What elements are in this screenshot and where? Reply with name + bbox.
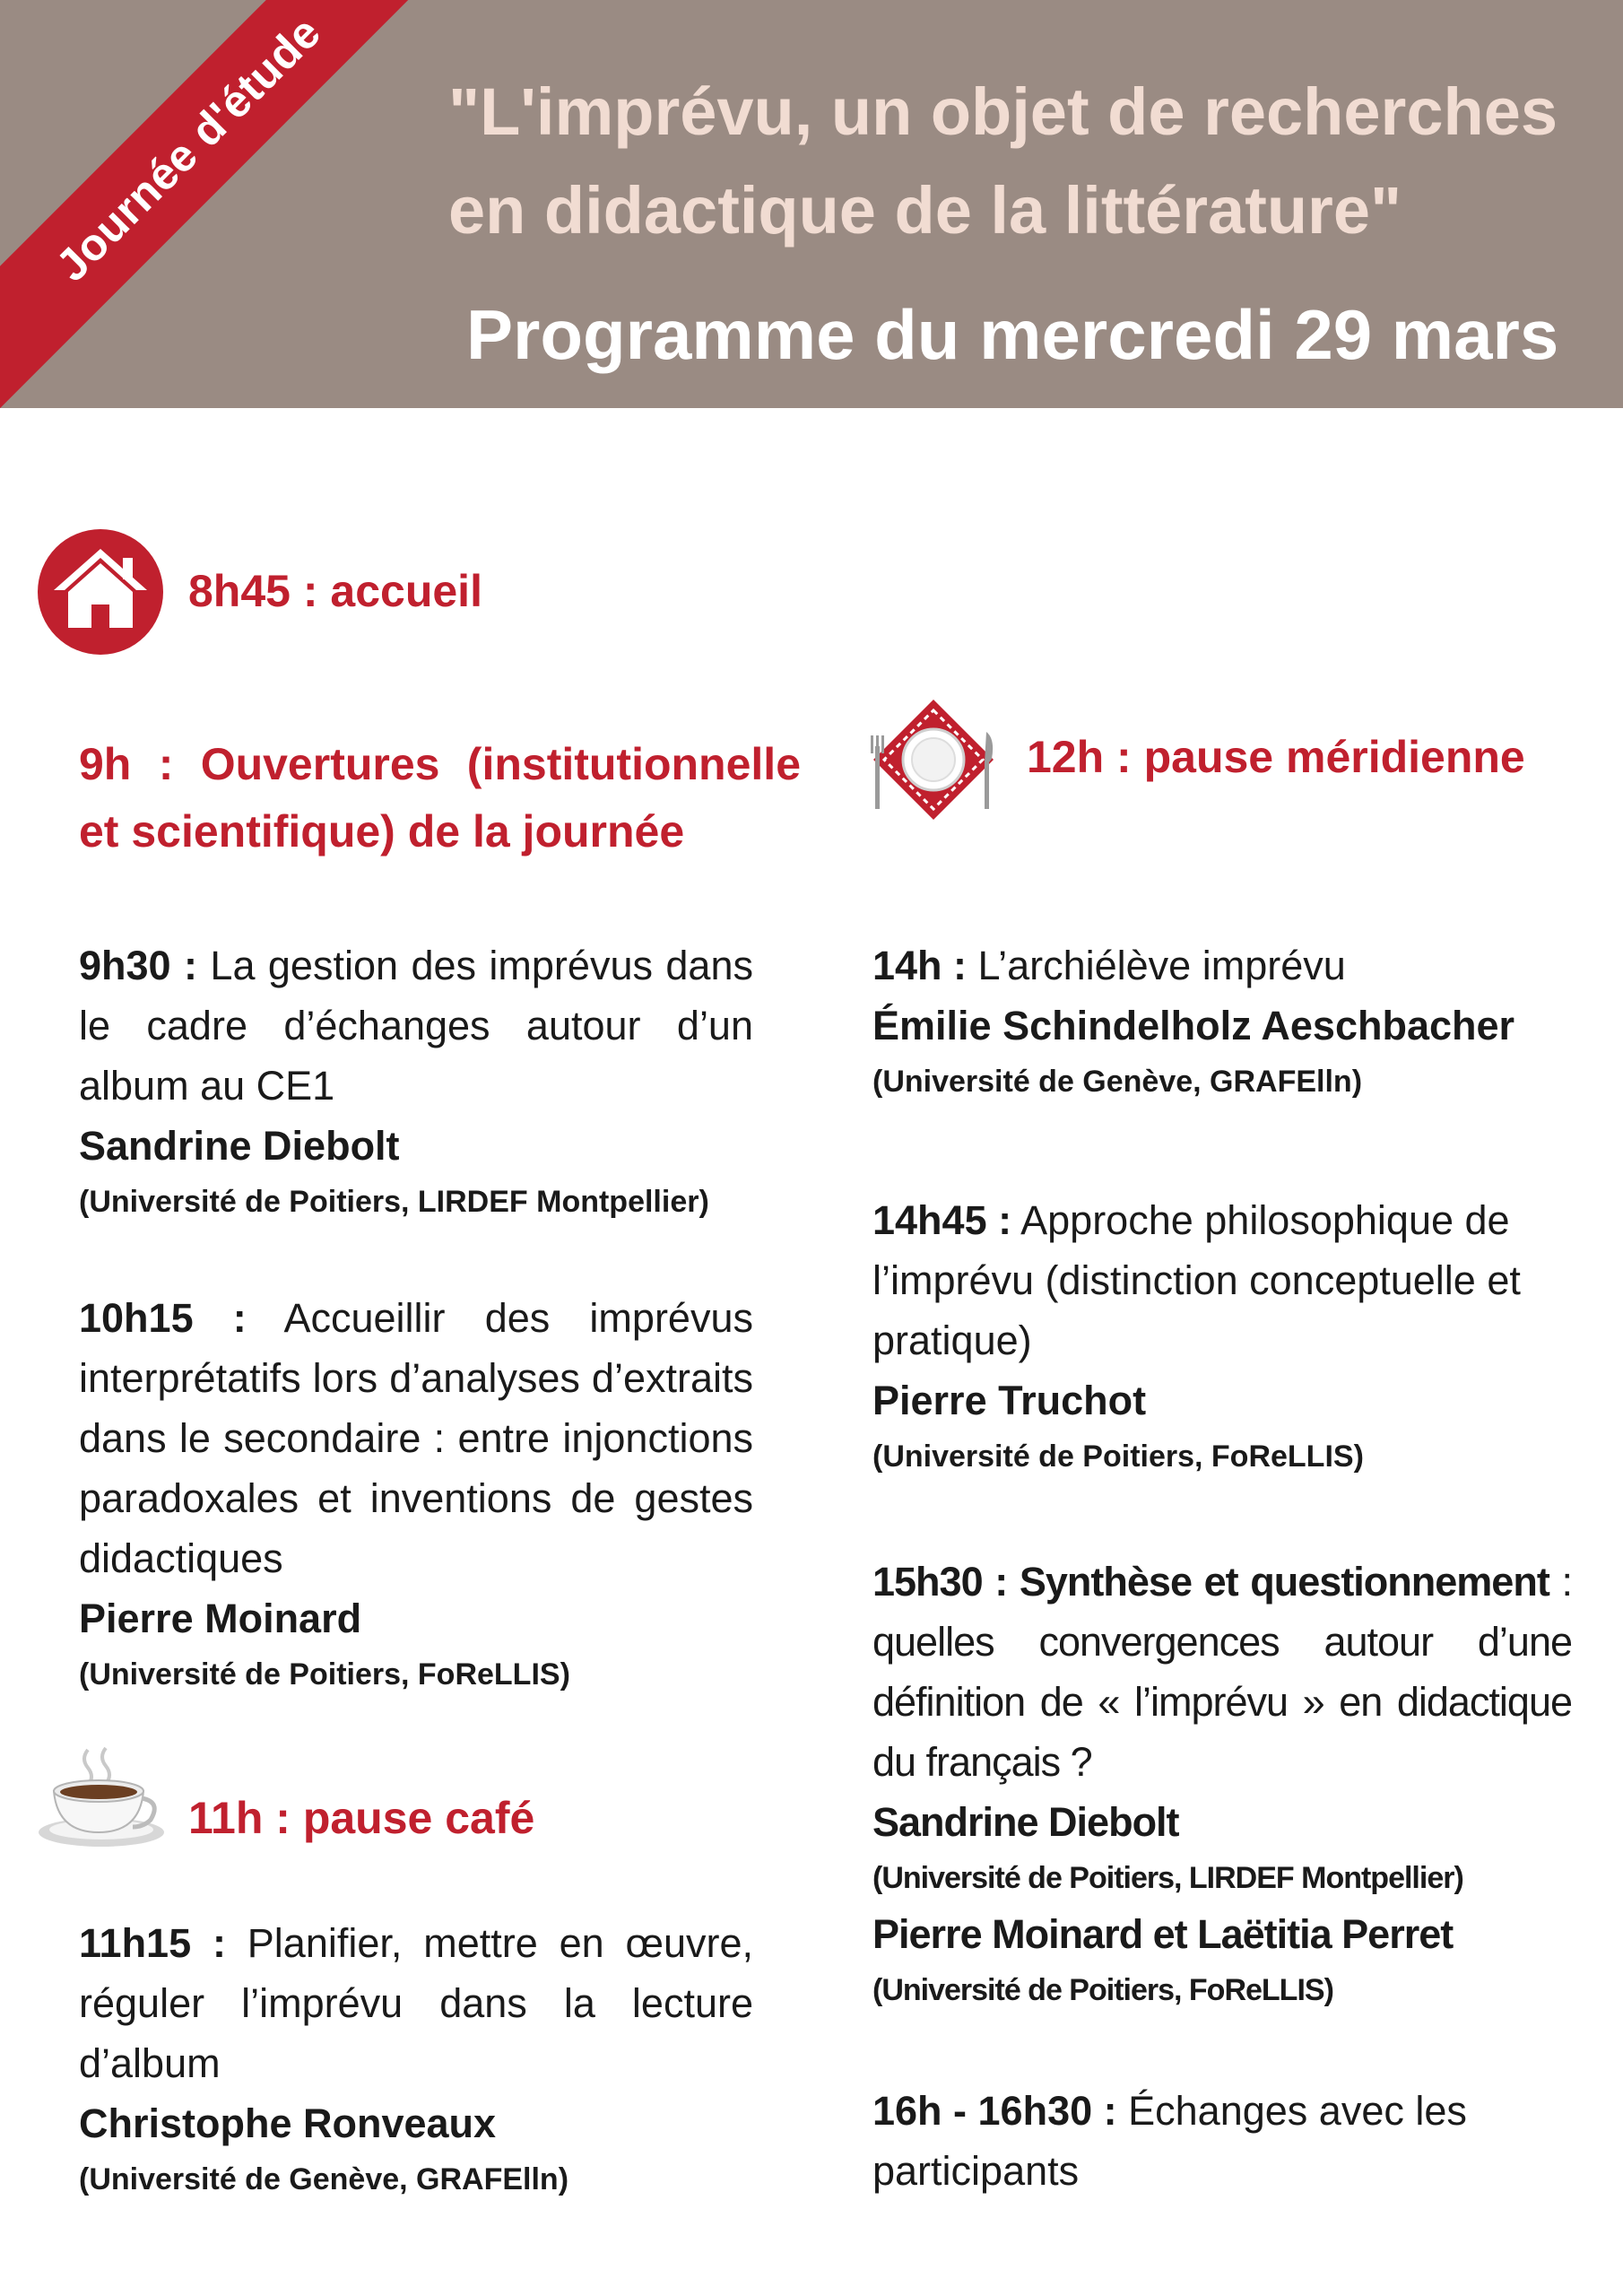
coffee-cup-icon [34,1744,169,1852]
session-title: : quelles convergences autour d’une définition de « l’imprévu » en didactique du français ? [872,1559,1572,1785]
session-time: 11h15 : [79,1920,226,1966]
session-time: 14h : [872,943,968,988]
session-14h [872,935,1572,1108]
session-14h45 [872,1190,1572,1483]
lunch-break-heading: 12h : pause méridienne [1027,732,1525,782]
session-title: Approche philosophique de l’imprévu (distinction conceptuelle et pratique) [872,1197,1521,1363]
title-line-2: en didactique de la littérature" [448,173,1402,248]
speaker-name: Sandrine Diebolt [79,1123,400,1169]
speaker-name: Pierre Moinard [79,1596,362,1641]
session-15h30-desc [872,1552,1572,1792]
speaker-name: Christophe Ronveaux [79,2100,497,2146]
header-banner [0,0,1623,408]
house-icon [38,529,163,655]
speaker-affiliation: (Université de Genève, GRAFElln) [79,2162,569,2196]
session-10h15 [79,1288,753,1700]
journee-ribbon [0,0,464,408]
session-14h45-desc [872,1190,1572,1370]
opening-heading [79,731,801,865]
speaker-affiliation: (Université de Genève, GRAFElln) [872,1065,1363,1099]
accueil-heading: 8h45 : accueil [188,566,482,616]
program-subtitle: Programme du mercredi 29 mars [466,295,1559,374]
speaker-name: Pierre Truchot [872,1378,1147,1423]
session-time: 15h30 : Synthèse et questionnement [872,1559,1549,1605]
session-title: Planifier, mettre en œuvre, réguler l’imprévu dans la lecture d’album [79,1920,753,2086]
speaker-affiliation: (Université de Poitiers, FoReLLIS) [872,1973,1333,2007]
ribbon-label: Journée d'étude [46,6,331,291]
session-title: L’archiélève imprévu [977,943,1346,988]
session-11h15 [79,1913,753,2205]
plate-cutlery-icon [866,692,1001,827]
session-9h30 [79,935,753,1228]
session-14h-desc [872,935,1572,996]
speaker-affiliation: (Université de Poitiers, LIRDEF Montpellier) [79,1185,709,1219]
session-11h15-desc [79,1913,753,2093]
session-16h [872,2081,1518,2201]
speaker-name: Sandrine Diebolt [872,1799,1179,1845]
session-time: 16h - 16h30 : [872,2088,1117,2134]
opening-line-2: et scientifique) de la journée [79,806,685,857]
session-time: 14h45 : [872,1197,1012,1243]
speaker-name: Pierre Moinard et Laëtitia Perret [872,1911,1454,1957]
session-title: Échanges avec les participants [872,2088,1467,2194]
event-title [448,63,1605,260]
session-time: 9h30 : [79,943,197,988]
session-15h30 [872,1552,1572,2016]
session-time: 10h15 : [79,1295,247,1341]
session-16h-desc [872,2081,1518,2201]
session-title: La gestion des imprévus dans le cadre d’échanges autour d’un album au CE1 [79,943,753,1109]
speaker-affiliation: (Université de Poitiers, LIRDEF Montpellier) [872,1861,1463,1895]
speaker-name: Émilie Schindelholz Aeschbacher [872,1003,1515,1048]
speaker-affiliation: (Université de Poitiers, FoReLLIS) [872,1439,1364,1474]
session-title: Accueillir des imprévus interprétatifs lors d’analyses d’extraits dans le secondaire : entre injonctions paradoxales et inventions de gestes didactiques [79,1295,753,1581]
speaker-affiliation: (Université de Poitiers, FoReLLIS) [79,1657,570,1692]
coffee-break-heading: 11h : pause café [188,1793,535,1843]
opening-line-1: 9h : Ouvertures (institutionnelle [79,739,801,789]
session-10h15-desc [79,1288,753,1588]
session-9h30-desc [79,935,753,1116]
title-line-1: "L'imprévu, un objet de recherches [448,74,1558,149]
